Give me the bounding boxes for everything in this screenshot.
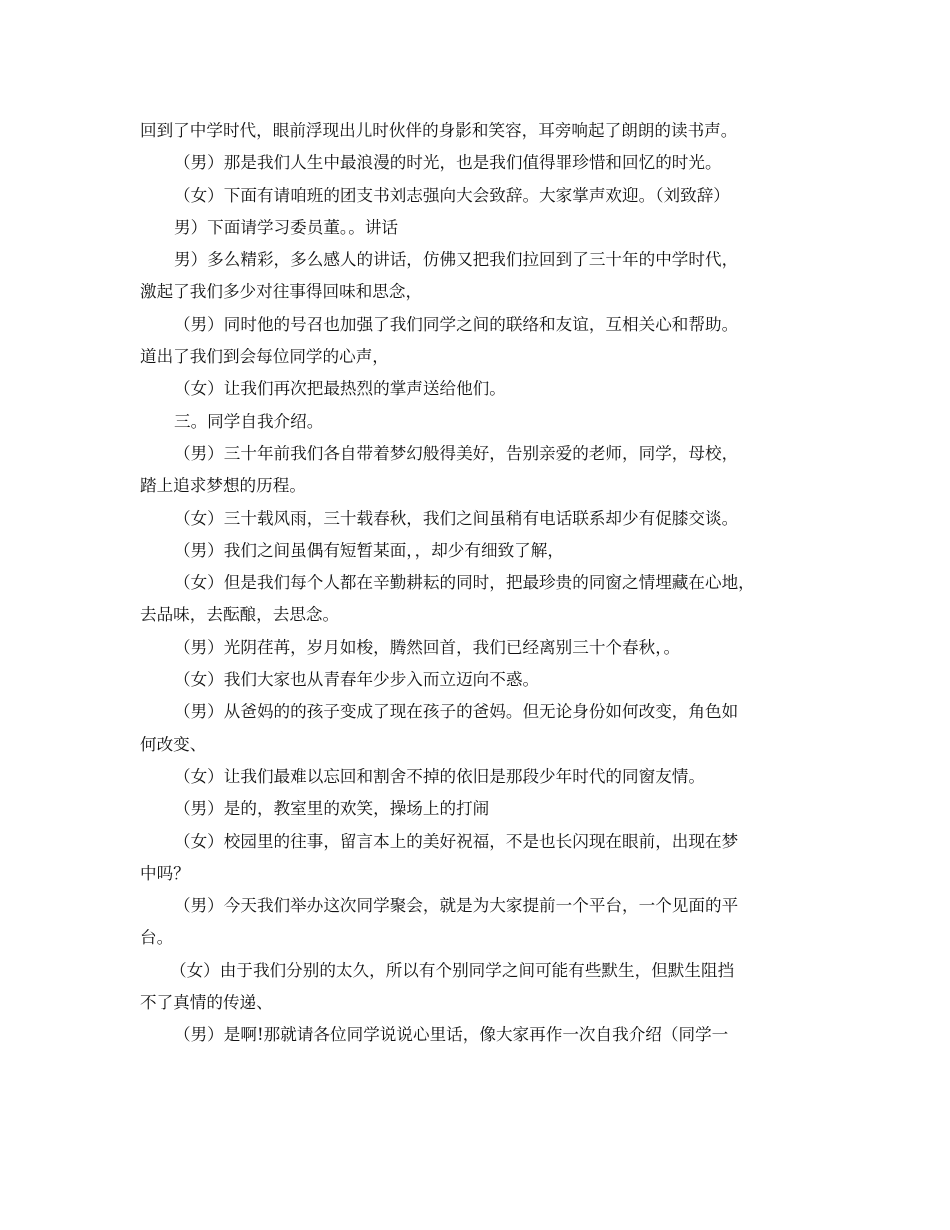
text-line: 男）多么精彩，多么感人的讲话，仿佛又把我们拉回到了三十年的中学时代，	[174, 250, 739, 270]
text-line: 踏上追求梦想的历程。	[140, 476, 306, 496]
text-line: （男）是的，教室里的欢笑，操场上的打闹	[174, 799, 490, 819]
text-line: （女）但是我们每个人都在辛勤耕耘的同时，把最珍贵的同窗之情埋藏在心地，	[174, 573, 755, 593]
text-line: （女）我们大家也从青春年少步入而立迈向不惑。	[174, 670, 540, 690]
text-line: （男）那是我们人生中最浪漫的时光，也是我们值得罪珍惜和回忆的时光。	[174, 153, 722, 173]
text-line: 去品味，去酝酿，去思念。	[140, 605, 340, 625]
text-line: 不了真情的传递、	[140, 993, 273, 1013]
text-line: （女）由于我们分别的太久，所以有个别同学之间可能有些默生，但默生阻挡	[170, 960, 735, 980]
text-line: （男）三十年前我们各自带着梦幻般得美好，告别亲爱的老师，同学，母校，	[174, 443, 739, 463]
text-line: 男）下面请学习委员董。。讲话	[174, 217, 399, 237]
text-line: （女）下面有请咱班的团支书刘志强向大会致辞。大家掌声欢迎。（刘致辞）	[174, 185, 730, 205]
text-line: （男）今天我们举办这次同学聚会，就是为大家提前一个平台，一个见面的平	[174, 896, 739, 916]
text-line: （男）光阴荏苒，岁月如梭，腾然回首，我们已经离别三十个春秋，。	[174, 637, 681, 657]
text-line: （女）校园里的往事，留言本上的美好祝福，不是也长闪现在眼前，出现在梦	[174, 831, 739, 851]
text-line: （女）让我们最难以忘回和割舍不掉的依旧是那段少年时代的同窗友情。	[174, 766, 705, 786]
text-line: （男）是啊!那就请各位同学说说心里话，像大家再作一次自我介绍（同学一	[174, 1025, 729, 1045]
text-line: 激起了我们多少对往事得回味和思念，	[140, 282, 423, 302]
section-heading: 三。同学自我介绍。	[174, 411, 324, 431]
text-line: （男）我们之间虽偶有短暂某面，，却少有细致了解，	[174, 540, 564, 560]
text-line: 何改变、	[140, 734, 207, 754]
text-line: 台。	[140, 928, 174, 948]
text-line: 回到了中学时代，眼前浮现出儿时伙伴的身影和笑容，耳旁响起了朗朗的读书声。	[140, 121, 738, 140]
text-line: 道出了我们到会每位同学的心声，	[140, 347, 389, 367]
text-line: （女）三十载风雨，三十载春秋，我们之间虽稍有电话联系却少有促膝交谈。	[174, 508, 739, 528]
text-line: （男）同时他的号召也加强了我们同学之间的联络和友谊，互相关心和帮助。	[174, 314, 739, 334]
text-line: （男）从爸妈的的孩子变成了现在孩子的爸妈。但无论身份如何改变，角色如	[174, 702, 739, 722]
text-line: （女）让我们再次把最热烈的掌声送给他们。	[174, 379, 506, 399]
document-body	[140, 115, 820, 1052]
text-line: 中吗？	[140, 863, 190, 883]
